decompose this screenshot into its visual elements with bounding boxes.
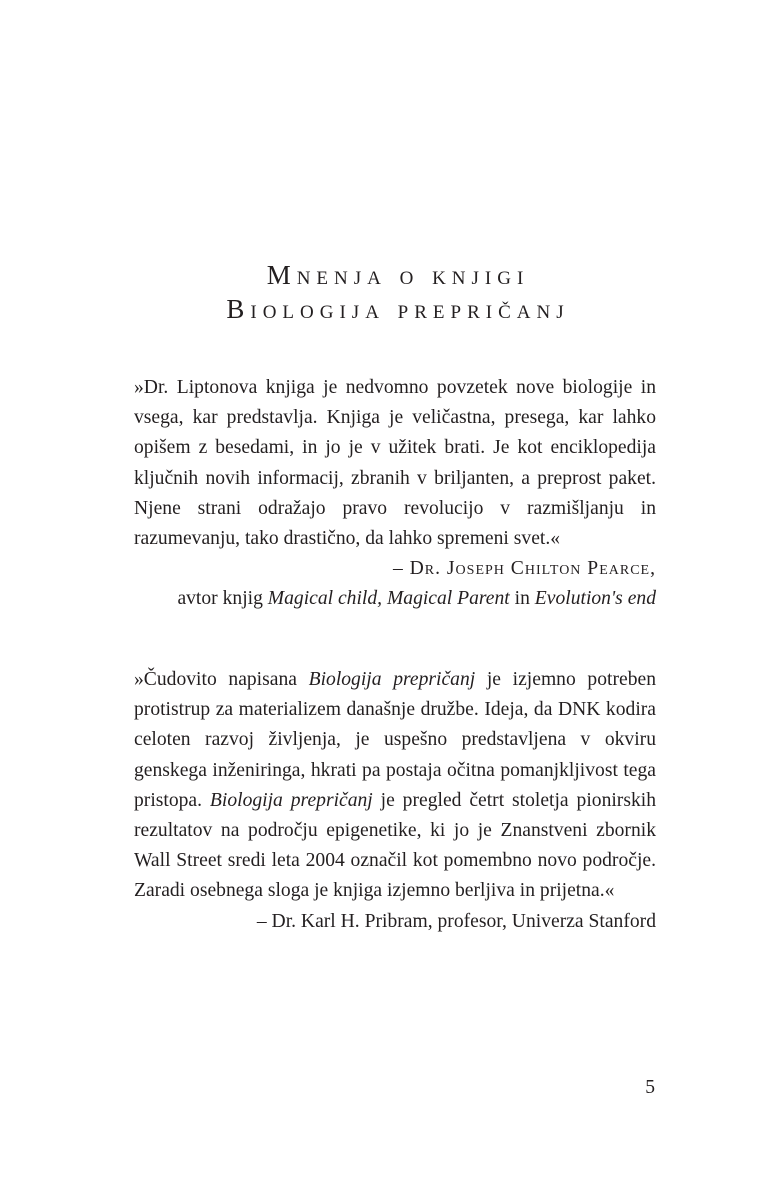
title-line-2: Biologija prepričanj [226, 294, 570, 324]
page-title [0, 258, 763, 326]
testimonial-2-book-ref-2: Biologija prepričanj [209, 789, 373, 811]
testimonial-2 [134, 665, 656, 937]
testimonial-1 [134, 373, 656, 615]
title-line-1: Mnenja o knjigi [266, 260, 530, 290]
testimonial-1-text: »Dr. Liptonova knjiga je nedvomno povzetek nove biologije in vsega, kar predstavlja. Knjiga je veličastna, presega, kar lahko opišem z besedami, in jo je v užitek brati. Je kot enciklopedija ključnih novih informacij, zbranih v briljanten, a preprost paket. Njene strani odražajo pravo revolucijo v razmišljanju in razumevanju, tako drastično, da lahko spremeni svet.« [134, 377, 656, 550]
testimonial-2-part-3: je pregled četrt stoletja pionirskih rezultatov na področju epigenetike, ki jo je Znanstveni zbornik Wall Street sredi leta 2004 označil kot pomembno novo področje. Zaradi osebnega sloga je knjiga izjemno berljiva in prijetna.« [134, 789, 656, 902]
testimonial-2-author: – Dr. Karl H. Pribram, profesor, Univerza Stanford [256, 910, 656, 932]
testimonial-1-role-prefix: avtor knjig [177, 588, 268, 610]
testimonial-2-part-1: »Čudovito napisana [134, 669, 309, 690]
page-number: 5 [645, 1077, 655, 1098]
testimonial-1-author: – Dr. Joseph Chilton Pearce, [392, 558, 656, 580]
testimonial-1-role [134, 584, 656, 614]
testimonial-2-text [134, 665, 656, 907]
testimonial-2-book-ref-1: Biologija prepričanj [308, 669, 476, 690]
testimonial-1-book-1: Magical child, Magical Parent [267, 588, 510, 610]
testimonial-1-book-2: Evolution's end [534, 588, 656, 610]
testimonial-2-part-2: je izjemno potreben protistrup za materializem današnje družbe. Ideja, da DNK kodira celoten razvoj življenja, je uspešno predstavljena v okviru genskega inženiringa, hkrati pa postaja očitna pomanjkljivost tega pristopa. [134, 669, 656, 811]
testimonial-1-role-mid: in [509, 588, 535, 610]
